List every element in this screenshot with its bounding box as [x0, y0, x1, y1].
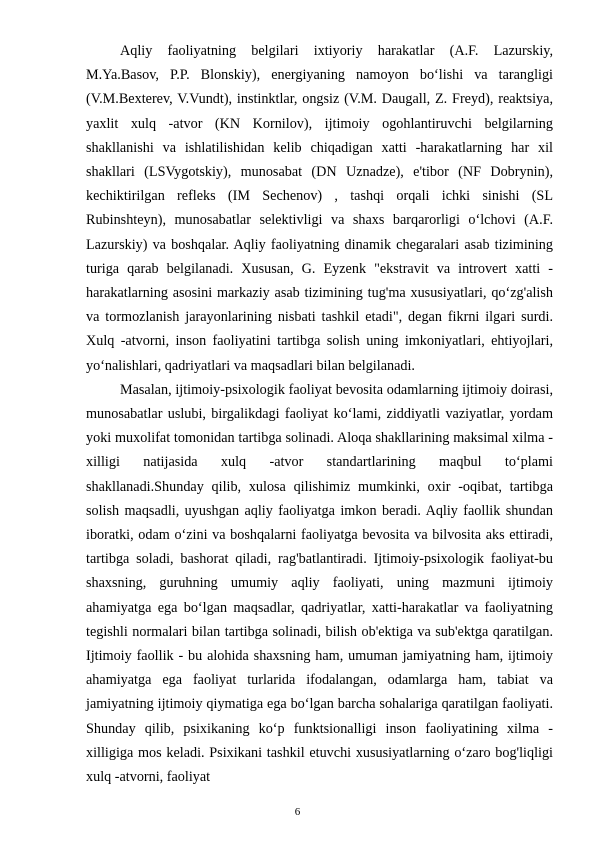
paragraph-aqliy-faoliyat: Aqliy faoliyatning belgilari ixtiyoriy harakatlar (A.F. Lazurskiy, M.Ya.Basov, P.P. Blonskiy), energiyaning namoyon bo‘lishi va tarangligi (V.M.Bexterev, V.Vundt), instinktlar, ongsiz (V.M. Daugall, Z. Freyd), reaktsiya, yaxlit xulq -atvor (KN Kornilov), ijtimoiy ogohlantiruvchi belgilarning shakllanishi va ishlatilishidan kelib chiqadigan xatti -harakatlarning har xil shakllari (LSVygotskiy), munosabat (DN Uznadze), e'tibor (NF Dobrynin), kechiktirilgan refleks (IM Sechenov) , tashqi orqali ichki sinishi (SL Rubinshteyn), munosabatlar selektivligi va shaxs barqarorligi o‘lchovi (A.F. Lazurskiy) va boshqalar. Aqliy faoliyatning dinamik chegaralari asab tizimining turiga qarab belgilanadi. Xususan, G. Eyzenk "ekstravit va introvert xatti -harakatlarning asosini markaziy asab tizimining tug'ma xususiyatlari, qo‘zg'alish va tormozlanish jarayonlarining nisbati tashkil etadi", degan fikrni ilgari surdi. Xulq -atvorni, inson faoliyatini tartibga solish uning imkoniyatlari, ehtiyojlari, yo‘nalishlari, qadriyatlari va maqsadlari bilan belgilanadi. — [86, 43, 553, 374]
paragraph-ijtimoiy-psixologik: Masalan, ijtimoiy-psixologik faoliyat bevosita odamlarning ijtimoiy doirasi, munosabatlar uslubi, birgalikdagi faoliyat ko‘lami, ziddiyatli vaziyatlar, yordam yoki muxolifat tomonidan tartibga solinadi. Aloqa shakllarining maksimal xilma -xilligi natijasida xulq -atvor standartlarining maqbul to‘plami shakllanadi.Shunday qilib, xulosa qilishimiz mumkinki, oxir -oqibat, tartibga solish maqsadli, uyushgan aqliy faoliyatga imkon beradi. Aqliy faollik shundan iboratki, odam o‘zini va boshqalarni faoliyatga bevosita va bilvosita aks ettiradi, tartibga soladi, bashorat qiladi, rag'batlantiradi. Ijtimoiy-psixologik faoliyat-bu shaxsning, guruhning umumiy aqliy faoliyati, uning mazmuni ijtimoiy ahamiyatga ega bo‘lgan maqsadlar, qadriyatlar, xatti-harakatlar va faoliyatning tegishli normalari bilan tartibga solinadi, bilish ob'ektiga va sub'ektga qaratilgan. Ijtimoiy faollik - bu alohida shaxsning ham, umuman jamiyatning ham, ijtimoiy ahamiyatga ega faoliyat turlarida ifodalangan, odamlarga ham, tabiat va jamiyatning ijtimoiy qiymatiga ega bo‘lgan barcha sohalariga qaratilgan faoliyati. Shunday qilib, psixikaning ko‘p funktsionalligi inson faoliyatining xilma -xilligiga mos keladi. Psixikani tashkil etuvchi xususiyatlarning o‘zaro bog'liqligi xulq -atvorni, faoliyat — [86, 381, 553, 786]
document-body — [86, 39, 553, 789]
page-number: 6 — [294, 806, 301, 818]
